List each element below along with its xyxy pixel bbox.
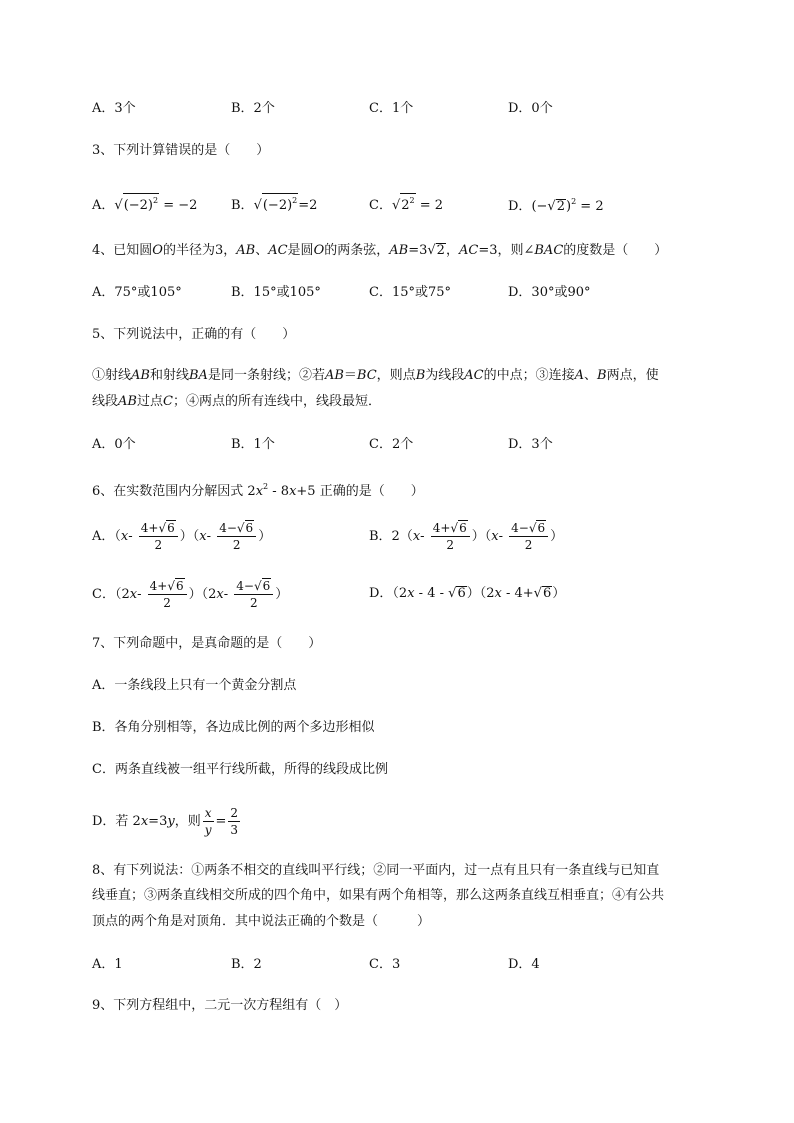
q6-b-f2-rad: 6 xyxy=(537,521,546,535)
q5-line1-part-15: B xyxy=(597,368,607,383)
q5-line1-part-3: BA xyxy=(188,368,208,383)
q6-a-f2-rad: 6 xyxy=(245,521,254,535)
q6-d-mid3: - 4+ xyxy=(501,586,534,601)
q6-c-f2-den: 2 xyxy=(249,596,258,610)
q3-b-radical xyxy=(262,193,298,213)
q6-b-minus1: - xyxy=(420,529,425,544)
q5-stem: 5、下列说法中，正确的有（ ） xyxy=(92,327,296,342)
q6-a-frac1: $\frac{4+√6}{2}$ xyxy=(139,520,178,553)
q7-option-c: C．两条直线被一组平行线所截，所得的线段成比例 xyxy=(92,762,388,777)
q8-option-b: B．2 xyxy=(231,957,262,972)
q2-option-a: A．3个 xyxy=(92,101,136,116)
q6-stem-end: +5 正确的是（ ） xyxy=(296,484,424,499)
q5-line2-part-1: AB xyxy=(118,394,137,409)
q3-c-result: = 2 xyxy=(419,198,444,213)
q5-option-b: B．1个 xyxy=(231,437,275,452)
q6-a-frac2: $\frac{4-√6}{2}$ xyxy=(217,520,256,553)
q6-x2: x xyxy=(289,484,297,499)
q6-d-x1: x xyxy=(407,586,415,601)
q3-a-result: = −2 xyxy=(163,198,198,213)
q5-option-a: A．0个 xyxy=(92,437,136,452)
q4-ac2: AC xyxy=(458,243,479,258)
q6-a-f1-rad: 6 xyxy=(167,521,175,535)
q5-line1-part-12: 的中点；③连接 xyxy=(483,368,575,383)
q7-d-d: 3 xyxy=(230,823,239,837)
q5-line1-part-2: 和射线 xyxy=(149,368,189,383)
q4-radicand: 2 xyxy=(436,243,445,258)
q5-line2-part-3: C xyxy=(162,394,173,409)
q2-option-c: C．1个 xyxy=(369,101,414,116)
q6-d-close: ） xyxy=(552,586,566,601)
q7-option-b: B．各角分别相等，各边成比例的两个多边形相似 xyxy=(92,720,375,735)
q7-d-frac-xy xyxy=(203,805,214,838)
q3-d-post: ) xyxy=(565,199,572,214)
q4-ab1: AB xyxy=(236,243,256,258)
q6-a-minus1: - xyxy=(128,529,133,544)
q5-line1-part-4: 是同一条射线；②若 xyxy=(207,368,325,383)
q3-a-exp: 2 xyxy=(153,196,159,205)
q4-ab2: AB xyxy=(389,243,409,258)
q6-a-f2-num: 4− xyxy=(219,521,237,535)
q3-b-label: B． xyxy=(231,198,254,213)
q6-a-x2: x xyxy=(199,529,207,544)
q3-option-b: B．$√(-2)^2=2$ xyxy=(231,193,317,215)
q4-mid7: =3，则∠ xyxy=(478,243,535,258)
q6-d-x2: x xyxy=(494,586,502,601)
q6-b-f1-rad: 6 xyxy=(459,521,467,535)
q4-mid2: 、 xyxy=(255,243,269,258)
q6-sup2: 2 xyxy=(263,482,269,491)
q4-mid5: =3 xyxy=(408,243,428,258)
q6-c-x1: x xyxy=(129,587,138,602)
q6-a-close: ） xyxy=(258,529,272,544)
q4-mid4: 的两条弦， xyxy=(324,243,390,258)
q3-a-radicand: (−2) xyxy=(123,198,153,213)
q5-option-c: C．2个 xyxy=(369,437,414,452)
q5-body-line1 xyxy=(92,367,659,385)
q5-line1-part-0: ①射线 xyxy=(92,368,132,383)
q6-stem-mid: - 8 xyxy=(268,484,290,499)
q5-body-line2 xyxy=(92,393,381,411)
q3-d-label: D． xyxy=(508,199,532,214)
q6-a-f2-den: 2 xyxy=(232,538,241,552)
q3-c-radicand: 2 xyxy=(401,198,410,213)
q4-option-d: D．30°或90° xyxy=(508,285,591,300)
q6-d-rad2: 6 xyxy=(542,586,552,601)
q6-b-minus2: - xyxy=(498,529,503,544)
q6-a-f1-num: 4+ xyxy=(140,521,159,535)
q3-b-exp: 2 xyxy=(292,196,298,205)
q3-d-radicand: 2 xyxy=(556,199,565,214)
q6-d-mid2: ）（2 xyxy=(466,586,495,601)
q7-d-fy: y xyxy=(204,823,212,837)
q5-line1-part-14: 、 xyxy=(584,368,598,383)
q5-line1-part-7: BC xyxy=(356,368,377,383)
q5-line1-part-13: A xyxy=(574,368,585,383)
q6-c-x2: x xyxy=(216,587,224,602)
q6-c-f2-rad: 6 xyxy=(262,579,271,593)
q7-option-a: A．一条线段上只有一个黄金分割点 xyxy=(92,678,297,693)
q2-option-b: B．2个 xyxy=(231,101,275,116)
q3-a-radical xyxy=(123,193,159,213)
q3-d-pre: (− xyxy=(531,199,548,214)
q4-option-b: B．15°或105° xyxy=(231,285,321,300)
q3-option-a: A．$√(-2)^2 = -2$ xyxy=(92,193,197,215)
q6-option-c: C．（2x- $\frac{4+√6}{2}$ ）（2x- $\frac{4-√6}{2}$ ） xyxy=(92,579,289,610)
q3-option-d: D．$(-√2)^2 = 2$ xyxy=(508,197,604,214)
q7-d-fx: x xyxy=(204,806,212,820)
q7-d-then: ，则 xyxy=(174,814,201,829)
q8-option-c: C．3 xyxy=(369,957,401,972)
q6-d-mid1: - 4 - xyxy=(414,586,449,601)
q4-option-a: A．75°或105° xyxy=(92,285,182,300)
q6-c-minus1: - xyxy=(137,587,142,602)
q3-b-radicand: (−2) xyxy=(262,198,293,213)
q7-d-mid: =3 xyxy=(148,814,168,829)
q5-line1-part-10: 为线段 xyxy=(425,368,465,383)
q6-c-frac1: $\frac{4+√6}{2}$ xyxy=(148,578,187,611)
q3-stem: 3、下列计算错误的是（ ） xyxy=(92,143,270,158)
q2-option-d: D．0个 xyxy=(508,101,553,116)
q5-line1-part-5: AB xyxy=(324,368,344,383)
q3-d-result: = 2 xyxy=(580,199,604,214)
q6-stem xyxy=(92,478,424,501)
q5-line1-part-11: AC xyxy=(464,368,484,383)
q3-option-c: C．$√2^2 = 2$ xyxy=(369,193,443,215)
q6-b-frac2: $\frac{4-√6}{2}$ xyxy=(509,520,548,553)
q3-d-radical xyxy=(556,199,566,214)
q6-c-f1-den: 2 xyxy=(163,596,171,610)
q6-b-f2-num: 4− xyxy=(511,521,529,535)
q8-option-d: D．4 xyxy=(508,957,540,972)
q6-c-frac2: $\frac{4-√6}{2}$ xyxy=(234,578,273,611)
q6-option-d: D．（2x - 4 - √6）（2x - 4+√6） xyxy=(369,586,566,601)
q4-mid1: 的半径为3， xyxy=(162,243,237,258)
q6-c-f1-num: 4+ xyxy=(149,579,168,593)
q6-c-minus2: - xyxy=(223,587,229,602)
q9-stem: 9、下列方程组中，二元一次方程组有（ ） xyxy=(92,998,348,1013)
q6-b-f2-den: 2 xyxy=(524,538,533,552)
q6-b-f1-den: 2 xyxy=(446,538,455,552)
q4-stem-end: 的度数是（ ） xyxy=(563,243,668,258)
q5-option-d: D．3个 xyxy=(508,437,553,452)
q3-c-exp: 2 xyxy=(409,196,415,205)
q3-d-exp: 2 xyxy=(571,197,577,206)
q6-d-rad1: 6 xyxy=(457,586,466,601)
q6-b-frac1: $\frac{4+√6}{2}$ xyxy=(431,520,470,553)
q6-b-close: ） xyxy=(550,529,564,544)
q4-mid6: ， xyxy=(445,243,459,258)
q5-line1-part-6: ＝ xyxy=(343,368,357,383)
q7-d-frac-23 xyxy=(228,805,240,838)
q5-line2-part-0: 线段 xyxy=(92,394,119,409)
q4-option-c: C．15°或75° xyxy=(369,285,452,300)
q6-c-close: ） xyxy=(275,587,289,602)
q5-line2-part-2: 过点 xyxy=(136,394,163,409)
q6-c-f1-rad: 6 xyxy=(175,579,184,593)
q6-d-label: D．（2 xyxy=(369,586,408,601)
q7-d-eq: = xyxy=(215,814,227,829)
q6-option-b xyxy=(369,520,563,553)
q6-b-co: ）（ xyxy=(471,529,492,544)
q6-a-label: A．（ xyxy=(92,529,121,544)
q7-option-d xyxy=(92,805,242,838)
q4-stem: 4、已知圆O的半径为3，AB、AC是圆O的两条弦，AB=3√2，AC=3，则∠BAC的度数是（ ） xyxy=(92,243,668,258)
q4-o1: O xyxy=(152,243,163,258)
q5-line1-part-16: 两点，使 xyxy=(606,368,659,383)
q6-c-label: C．（2 xyxy=(92,587,130,602)
q6-c-f2-num: 4− xyxy=(236,579,254,593)
q6-a-co: ）（ xyxy=(179,529,200,544)
q4-ac1: AC xyxy=(268,243,288,258)
q7-d-pre: D．若 2 xyxy=(92,814,141,829)
q6-x1: x xyxy=(255,484,264,499)
q4-stem-pre: 4、已知圆 xyxy=(92,243,153,258)
q4-mid3: 是圆 xyxy=(287,243,314,258)
q6-option-a xyxy=(92,520,271,553)
q7-d-x: x xyxy=(140,814,149,829)
q8-line1: 8、有下列说法：①两条不相交的直线叫平行线；②同一平面内，过一点有且只有一条直线与已知直 xyxy=(92,863,660,878)
q4-radical xyxy=(436,243,446,258)
q6-a-f1-den: 2 xyxy=(154,538,163,552)
q7-stem: 7、下列命题中，是真命题的是（ ） xyxy=(92,636,322,651)
q6-a-minus2: - xyxy=(206,529,212,544)
q3-c-label: C． xyxy=(369,198,392,213)
q6-stem-pre: 6、在实数范围内分解因式 2 xyxy=(92,484,256,499)
q6-b-x2: x xyxy=(491,529,499,544)
q5-line1-part-9: B xyxy=(415,368,426,383)
q8-line2: 线垂直；③两条直线相交所成的四个角中，如果有两个角相等，那么这两条直线互相垂直；④有公共 xyxy=(92,888,665,903)
q6-b-f1-num: 4+ xyxy=(432,521,451,535)
q7-d-n: 2 xyxy=(230,806,239,820)
q3-c-radical xyxy=(400,193,415,213)
q3-a-label: A． xyxy=(92,198,115,213)
q5-line2-part-4: ；④两点的所有连线中，线段最短． xyxy=(172,394,381,409)
q4-o2: O xyxy=(313,243,325,258)
q4-bac: BAC xyxy=(534,243,564,258)
q3-b-result: =2 xyxy=(298,198,318,213)
q5-line1-part-8: ，则点 xyxy=(376,368,416,383)
q6-a-x1: x xyxy=(120,529,129,544)
q7-d-y: y xyxy=(167,814,175,829)
q8-line3: 顶点的两个角是对顶角．其中说法正确的个数是（ ） xyxy=(92,914,431,929)
q6-b-x1: x xyxy=(412,529,421,544)
q5-line1-part-1: AB xyxy=(131,368,150,383)
q8-option-a: A．1 xyxy=(92,957,123,972)
q6-b-label: B．2（ xyxy=(369,529,413,544)
q6-c-co: ）（ xyxy=(188,587,209,602)
